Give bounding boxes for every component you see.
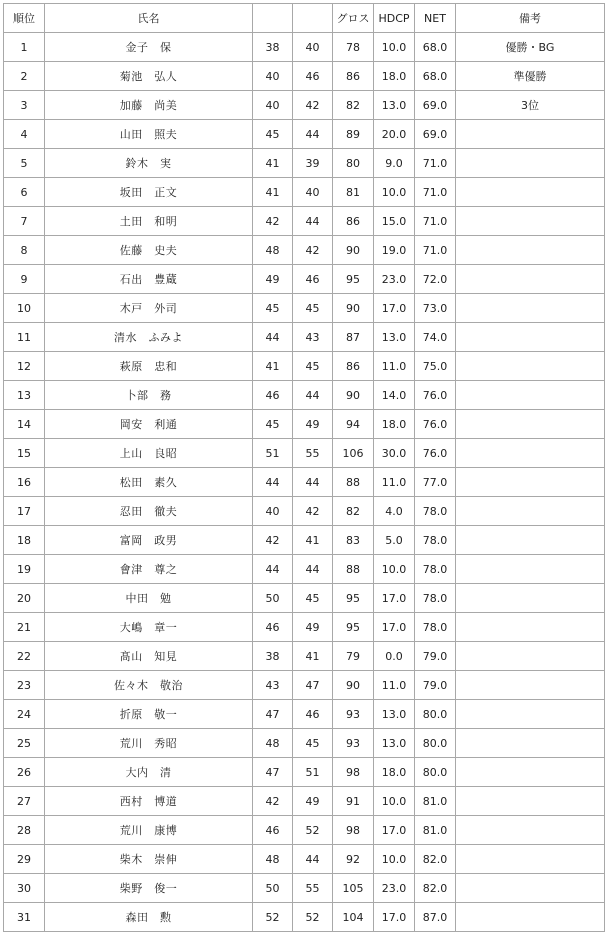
cell-net: 76.0 xyxy=(415,410,456,439)
cell-hdcp: 19.0 xyxy=(374,236,415,265)
cell-gross: 98 xyxy=(333,758,374,787)
cell-in: 44 xyxy=(293,845,333,874)
cell-hdcp: 14.0 xyxy=(374,381,415,410)
table-row xyxy=(4,787,605,816)
cell-rank: 20 xyxy=(4,584,45,613)
cell-name: 金子 保 xyxy=(45,33,253,62)
cell-gross: 83 xyxy=(333,526,374,555)
cell-gross: 95 xyxy=(333,265,374,294)
cell-in: 44 xyxy=(293,468,333,497)
header-rank: 順位 xyxy=(4,4,45,33)
cell-in: 41 xyxy=(293,526,333,555)
cell-net: 71.0 xyxy=(415,207,456,236)
cell-net: 82.0 xyxy=(415,845,456,874)
cell-rank: 14 xyxy=(4,410,45,439)
results-table xyxy=(3,3,605,932)
table-row xyxy=(4,33,605,62)
cell-net: 77.0 xyxy=(415,468,456,497)
cell-out: 48 xyxy=(253,236,293,265)
cell-out: 44 xyxy=(253,468,293,497)
cell-net: 81.0 xyxy=(415,816,456,845)
cell-net: 79.0 xyxy=(415,671,456,700)
cell-remarks: 準優勝 xyxy=(456,62,605,91)
cell-out: 44 xyxy=(253,555,293,584)
cell-remarks xyxy=(456,816,605,845)
cell-name: 忍田 徹夫 xyxy=(45,497,253,526)
cell-hdcp: 23.0 xyxy=(374,265,415,294)
cell-rank: 8 xyxy=(4,236,45,265)
cell-hdcp: 18.0 xyxy=(374,62,415,91)
cell-rank: 5 xyxy=(4,149,45,178)
cell-rank: 12 xyxy=(4,352,45,381)
cell-out: 44 xyxy=(253,323,293,352)
cell-hdcp: 17.0 xyxy=(374,903,415,932)
cell-out: 49 xyxy=(253,265,293,294)
cell-name: 髙山 知見 xyxy=(45,642,253,671)
cell-rank: 13 xyxy=(4,381,45,410)
table-row xyxy=(4,642,605,671)
cell-in: 45 xyxy=(293,294,333,323)
cell-rank: 6 xyxy=(4,178,45,207)
cell-gross: 78 xyxy=(333,33,374,62)
table-row xyxy=(4,816,605,845)
cell-gross: 106 xyxy=(333,439,374,468)
cell-gross: 79 xyxy=(333,642,374,671)
header-name: 氏名 xyxy=(45,4,253,33)
cell-out: 42 xyxy=(253,526,293,555)
cell-out: 47 xyxy=(253,700,293,729)
cell-hdcp: 10.0 xyxy=(374,555,415,584)
cell-remarks xyxy=(456,613,605,642)
cell-hdcp: 18.0 xyxy=(374,410,415,439)
table-row xyxy=(4,381,605,410)
cell-remarks xyxy=(456,584,605,613)
cell-net: 69.0 xyxy=(415,120,456,149)
cell-gross: 90 xyxy=(333,236,374,265)
cell-out: 45 xyxy=(253,294,293,323)
cell-remarks xyxy=(456,236,605,265)
cell-hdcp: 13.0 xyxy=(374,729,415,758)
cell-gross: 88 xyxy=(333,468,374,497)
cell-in: 43 xyxy=(293,323,333,352)
cell-gross: 89 xyxy=(333,120,374,149)
cell-net: 80.0 xyxy=(415,729,456,758)
cell-net: 78.0 xyxy=(415,613,456,642)
cell-name: 加藤 尚美 xyxy=(45,91,253,120)
cell-net: 78.0 xyxy=(415,555,456,584)
cell-rank: 2 xyxy=(4,62,45,91)
cell-out: 38 xyxy=(253,33,293,62)
cell-gross: 93 xyxy=(333,729,374,758)
cell-out: 42 xyxy=(253,207,293,236)
cell-remarks xyxy=(456,410,605,439)
cell-rank: 17 xyxy=(4,497,45,526)
cell-hdcp: 9.0 xyxy=(374,149,415,178)
cell-in: 55 xyxy=(293,439,333,468)
cell-remarks xyxy=(456,671,605,700)
cell-rank: 11 xyxy=(4,323,45,352)
cell-gross: 95 xyxy=(333,584,374,613)
cell-remarks xyxy=(456,468,605,497)
table-row xyxy=(4,265,605,294)
table-row xyxy=(4,352,605,381)
table-row xyxy=(4,584,605,613)
cell-name: 菊池 弘人 xyxy=(45,62,253,91)
cell-in: 49 xyxy=(293,613,333,642)
cell-rank: 27 xyxy=(4,787,45,816)
header-remarks: 備考 xyxy=(456,4,605,33)
table-row xyxy=(4,758,605,787)
cell-remarks xyxy=(456,758,605,787)
table-row xyxy=(4,439,605,468)
cell-net: 80.0 xyxy=(415,758,456,787)
cell-in: 41 xyxy=(293,642,333,671)
cell-rank: 23 xyxy=(4,671,45,700)
cell-hdcp: 17.0 xyxy=(374,613,415,642)
cell-rank: 22 xyxy=(4,642,45,671)
cell-in: 44 xyxy=(293,555,333,584)
cell-net: 68.0 xyxy=(415,33,456,62)
cell-rank: 16 xyxy=(4,468,45,497)
cell-hdcp: 10.0 xyxy=(374,845,415,874)
cell-gross: 90 xyxy=(333,294,374,323)
table-row xyxy=(4,178,605,207)
cell-gross: 91 xyxy=(333,787,374,816)
cell-gross: 88 xyxy=(333,555,374,584)
table-row xyxy=(4,671,605,700)
cell-out: 46 xyxy=(253,613,293,642)
cell-name: 石出 豊蔵 xyxy=(45,265,253,294)
cell-rank: 18 xyxy=(4,526,45,555)
cell-hdcp: 11.0 xyxy=(374,671,415,700)
cell-gross: 81 xyxy=(333,178,374,207)
cell-out: 48 xyxy=(253,845,293,874)
cell-hdcp: 10.0 xyxy=(374,787,415,816)
table-row xyxy=(4,468,605,497)
table-row xyxy=(4,526,605,555)
cell-out: 43 xyxy=(253,671,293,700)
cell-name: 西村 博道 xyxy=(45,787,253,816)
cell-name: 松田 素久 xyxy=(45,468,253,497)
table-row xyxy=(4,613,605,642)
cell-gross: 82 xyxy=(333,497,374,526)
cell-in: 42 xyxy=(293,91,333,120)
cell-in: 44 xyxy=(293,381,333,410)
cell-net: 76.0 xyxy=(415,439,456,468)
header-hdcp: HDCP xyxy=(374,4,415,33)
cell-gross: 90 xyxy=(333,671,374,700)
cell-remarks xyxy=(456,555,605,584)
cell-gross: 90 xyxy=(333,381,374,410)
cell-net: 73.0 xyxy=(415,294,456,323)
cell-in: 49 xyxy=(293,410,333,439)
cell-name: 清水 ふみよ xyxy=(45,323,253,352)
cell-name: 佐々木 敬治 xyxy=(45,671,253,700)
cell-hdcp: 15.0 xyxy=(374,207,415,236)
cell-rank: 30 xyxy=(4,874,45,903)
cell-in: 49 xyxy=(293,787,333,816)
cell-name: 岡安 利通 xyxy=(45,410,253,439)
cell-hdcp: 20.0 xyxy=(374,120,415,149)
cell-remarks xyxy=(456,526,605,555)
cell-in: 55 xyxy=(293,874,333,903)
table-row xyxy=(4,874,605,903)
cell-name: 木戸 外司 xyxy=(45,294,253,323)
cell-remarks xyxy=(456,874,605,903)
cell-net: 69.0 xyxy=(415,91,456,120)
header-row xyxy=(4,4,605,33)
cell-remarks xyxy=(456,903,605,932)
cell-in: 47 xyxy=(293,671,333,700)
cell-in: 46 xyxy=(293,62,333,91)
cell-name: 萩原 忠和 xyxy=(45,352,253,381)
cell-gross: 82 xyxy=(333,91,374,120)
cell-in: 51 xyxy=(293,758,333,787)
cell-gross: 86 xyxy=(333,62,374,91)
cell-gross: 94 xyxy=(333,410,374,439)
cell-out: 46 xyxy=(253,381,293,410)
cell-out: 46 xyxy=(253,816,293,845)
cell-remarks xyxy=(456,149,605,178)
cell-out: 42 xyxy=(253,787,293,816)
cell-out: 51 xyxy=(253,439,293,468)
cell-name: 坂田 正文 xyxy=(45,178,253,207)
cell-out: 50 xyxy=(253,874,293,903)
cell-rank: 26 xyxy=(4,758,45,787)
cell-gross: 93 xyxy=(333,700,374,729)
table-row xyxy=(4,555,605,584)
cell-rank: 7 xyxy=(4,207,45,236)
cell-in: 39 xyxy=(293,149,333,178)
table-row xyxy=(4,62,605,91)
table-row xyxy=(4,236,605,265)
cell-out: 41 xyxy=(253,178,293,207)
cell-out: 50 xyxy=(253,584,293,613)
cell-net: 75.0 xyxy=(415,352,456,381)
cell-remarks xyxy=(456,178,605,207)
cell-net: 79.0 xyxy=(415,642,456,671)
cell-in: 44 xyxy=(293,207,333,236)
cell-hdcp: 10.0 xyxy=(374,33,415,62)
cell-gross: 86 xyxy=(333,352,374,381)
cell-rank: 25 xyxy=(4,729,45,758)
table-row xyxy=(4,294,605,323)
cell-remarks xyxy=(456,497,605,526)
cell-rank: 4 xyxy=(4,120,45,149)
header-net: NET xyxy=(415,4,456,33)
cell-rank: 3 xyxy=(4,91,45,120)
cell-remarks xyxy=(456,352,605,381)
cell-gross: 92 xyxy=(333,845,374,874)
cell-net: 68.0 xyxy=(415,62,456,91)
cell-gross: 95 xyxy=(333,613,374,642)
cell-net: 72.0 xyxy=(415,265,456,294)
cell-remarks xyxy=(456,265,605,294)
cell-remarks xyxy=(456,845,605,874)
cell-hdcp: 5.0 xyxy=(374,526,415,555)
cell-net: 87.0 xyxy=(415,903,456,932)
cell-remarks xyxy=(456,120,605,149)
table-row xyxy=(4,729,605,758)
cell-out: 47 xyxy=(253,758,293,787)
cell-remarks xyxy=(456,323,605,352)
cell-name: 荒川 秀昭 xyxy=(45,729,253,758)
cell-rank: 29 xyxy=(4,845,45,874)
cell-name: 折原 敬一 xyxy=(45,700,253,729)
header-out xyxy=(253,4,293,33)
cell-in: 45 xyxy=(293,729,333,758)
cell-net: 80.0 xyxy=(415,700,456,729)
cell-remarks xyxy=(456,642,605,671)
cell-remarks xyxy=(456,729,605,758)
cell-out: 45 xyxy=(253,120,293,149)
cell-out: 41 xyxy=(253,149,293,178)
header-in xyxy=(293,4,333,33)
cell-in: 40 xyxy=(293,33,333,62)
cell-out: 52 xyxy=(253,903,293,932)
cell-remarks xyxy=(456,207,605,236)
cell-rank: 21 xyxy=(4,613,45,642)
cell-remarks xyxy=(456,294,605,323)
cell-gross: 86 xyxy=(333,207,374,236)
cell-remarks xyxy=(456,381,605,410)
table-row xyxy=(4,845,605,874)
cell-hdcp: 18.0 xyxy=(374,758,415,787)
cell-hdcp: 11.0 xyxy=(374,352,415,381)
cell-in: 45 xyxy=(293,584,333,613)
cell-gross: 104 xyxy=(333,903,374,932)
cell-net: 82.0 xyxy=(415,874,456,903)
cell-name: 佐藤 史夫 xyxy=(45,236,253,265)
cell-name: 柴野 俊一 xyxy=(45,874,253,903)
cell-rank: 19 xyxy=(4,555,45,584)
cell-name: 中田 勉 xyxy=(45,584,253,613)
cell-rank: 28 xyxy=(4,816,45,845)
cell-name: 山田 照夫 xyxy=(45,120,253,149)
cell-rank: 10 xyxy=(4,294,45,323)
table-row xyxy=(4,903,605,932)
cell-remarks xyxy=(456,439,605,468)
cell-hdcp: 11.0 xyxy=(374,468,415,497)
cell-out: 40 xyxy=(253,62,293,91)
cell-name: 荒川 康博 xyxy=(45,816,253,845)
cell-hdcp: 13.0 xyxy=(374,91,415,120)
cell-in: 46 xyxy=(293,265,333,294)
table-row xyxy=(4,323,605,352)
cell-hdcp: 30.0 xyxy=(374,439,415,468)
cell-in: 42 xyxy=(293,497,333,526)
cell-name: 土田 和明 xyxy=(45,207,253,236)
cell-in: 46 xyxy=(293,700,333,729)
cell-out: 38 xyxy=(253,642,293,671)
cell-gross: 98 xyxy=(333,816,374,845)
cell-in: 42 xyxy=(293,236,333,265)
cell-hdcp: 4.0 xyxy=(374,497,415,526)
cell-net: 71.0 xyxy=(415,178,456,207)
cell-net: 74.0 xyxy=(415,323,456,352)
cell-name: 會津 尊之 xyxy=(45,555,253,584)
cell-remarks xyxy=(456,700,605,729)
cell-rank: 1 xyxy=(4,33,45,62)
cell-out: 48 xyxy=(253,729,293,758)
cell-hdcp: 17.0 xyxy=(374,294,415,323)
cell-hdcp: 23.0 xyxy=(374,874,415,903)
cell-hdcp: 0.0 xyxy=(374,642,415,671)
cell-hdcp: 10.0 xyxy=(374,178,415,207)
cell-in: 52 xyxy=(293,816,333,845)
cell-out: 45 xyxy=(253,410,293,439)
table-row xyxy=(4,120,605,149)
cell-net: 78.0 xyxy=(415,526,456,555)
table-row xyxy=(4,700,605,729)
cell-name: 上山 良昭 xyxy=(45,439,253,468)
cell-net: 71.0 xyxy=(415,236,456,265)
cell-in: 44 xyxy=(293,120,333,149)
cell-net: 76.0 xyxy=(415,381,456,410)
cell-gross: 87 xyxy=(333,323,374,352)
cell-name: 柴木 崇伸 xyxy=(45,845,253,874)
cell-name: 大嶋 章一 xyxy=(45,613,253,642)
cell-name: 卜部 務 xyxy=(45,381,253,410)
cell-name: 大内 清 xyxy=(45,758,253,787)
cell-name: 森田 勲 xyxy=(45,903,253,932)
cell-in: 45 xyxy=(293,352,333,381)
cell-remarks: 3位 xyxy=(456,91,605,120)
cell-rank: 9 xyxy=(4,265,45,294)
cell-name: 鈴木 実 xyxy=(45,149,253,178)
cell-gross: 105 xyxy=(333,874,374,903)
cell-hdcp: 17.0 xyxy=(374,584,415,613)
table-row xyxy=(4,497,605,526)
cell-name: 富岡 政男 xyxy=(45,526,253,555)
cell-rank: 31 xyxy=(4,903,45,932)
cell-out: 41 xyxy=(253,352,293,381)
cell-out: 40 xyxy=(253,497,293,526)
cell-rank: 24 xyxy=(4,700,45,729)
table-row xyxy=(4,91,605,120)
cell-gross: 80 xyxy=(333,149,374,178)
cell-net: 78.0 xyxy=(415,497,456,526)
cell-net: 81.0 xyxy=(415,787,456,816)
cell-remarks xyxy=(456,787,605,816)
cell-hdcp: 13.0 xyxy=(374,323,415,352)
table-row xyxy=(4,149,605,178)
cell-rank: 15 xyxy=(4,439,45,468)
cell-in: 52 xyxy=(293,903,333,932)
cell-in: 40 xyxy=(293,178,333,207)
table-row xyxy=(4,207,605,236)
header-gross: グロス xyxy=(333,4,374,33)
cell-net: 78.0 xyxy=(415,584,456,613)
cell-net: 71.0 xyxy=(415,149,456,178)
cell-out: 40 xyxy=(253,91,293,120)
cell-hdcp: 13.0 xyxy=(374,700,415,729)
cell-hdcp: 17.0 xyxy=(374,816,415,845)
table-row xyxy=(4,410,605,439)
cell-remarks: 優勝・BG xyxy=(456,33,605,62)
